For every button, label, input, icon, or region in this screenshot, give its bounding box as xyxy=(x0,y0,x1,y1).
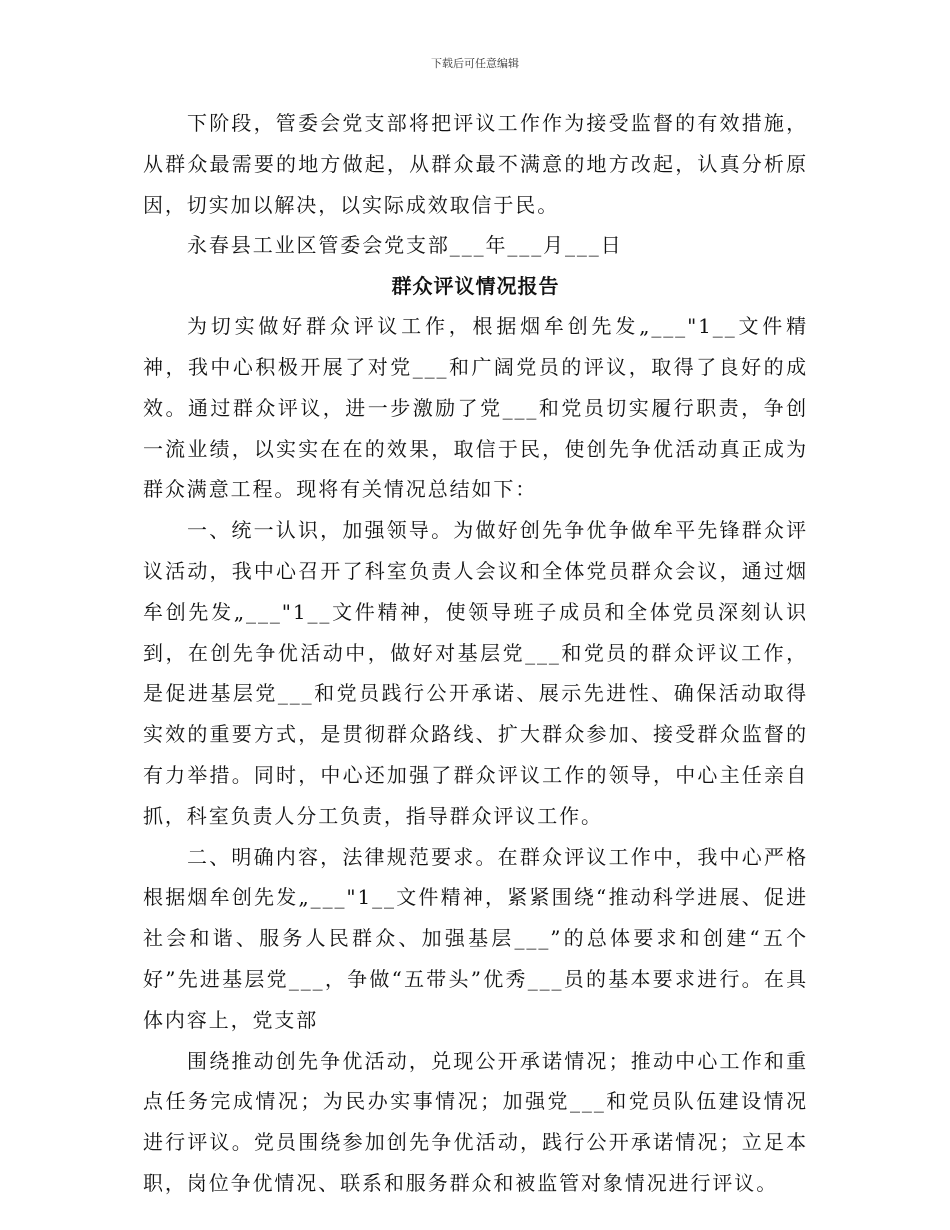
section-one-paragraph: 一、统一认识，加强领导。为做好创先争优争做牟平先锋群众评议活动，我中心召开了科室负责人会议和全体党员群众会议，通过烟牟创先发„___"1__文件精神，使领导班子成员和全体党员深刻认识到，在创先争优活动中，做好对基层党___和党员的群众评议工作，是促进基层党___和党员践行公开承诺、展示先进性、确保活动取得实效的重要方式，是贯彻群众路线、扩大群众参加、接受群众监督的有力举措。同时，中心还加强了群众评议工作的领导，中心主任亲自抓，科室负责人分工负责，指导群众评议工作。 xyxy=(143,518,808,828)
section-two-paragraph: 二、明确内容，法律规范要求。在群众评议工作中，我中心严格根据烟牟创先发„___"1__文件精神，紧紧围绕“推动科学进展、促进社会和谐、服务人民群众、加强基层___”的总体要求和创建“五个好”先进基层党___，争做“五带头”优秀___员的基本要求进行。在具体内容上，党支部 xyxy=(143,844,808,1032)
content-details-paragraph: 围绕推动创先争优活动，兑现公开承诺情况；推动中心工作和重点任务完成情况；为民办实事情况；加强党___和党员队伍建设情况进行评议。党员围绕参加创先争优活动，践行公开承诺情况；立足本职，岗位争优情况、联系和服务群众和被监管对象情况进行评议。 xyxy=(143,1048,808,1195)
page-header: 下载后可任意编辑 xyxy=(431,57,519,70)
closing-paragraph: 下阶段，管委会党支部将把评议工作作为接受监督的有效措施，从群众最需要的地方做起，从群众最不满意的地方改起，认真分析原因，切实加以解决，以实际成效取信于民。 xyxy=(143,111,808,217)
report-title: 群众评议情况报告 xyxy=(391,274,560,299)
document-body xyxy=(143,103,808,1204)
intro-paragraph: 为切实做好群众评议工作，根据烟牟创先发„___"1__文件精神，我中心积极开展了对党___和广阔党员的评议，取得了良好的成效。通过群众评议，进一步激励了党___和党员切实履行职责，争创一流业绩，以实实在在的效果，取信于民，使创先争优活动真正成为群众满意工程。现将有关情况总结如下： xyxy=(143,314,808,502)
signature-line: 永春县工业区管委会党支部___年___月___日 xyxy=(187,233,623,258)
